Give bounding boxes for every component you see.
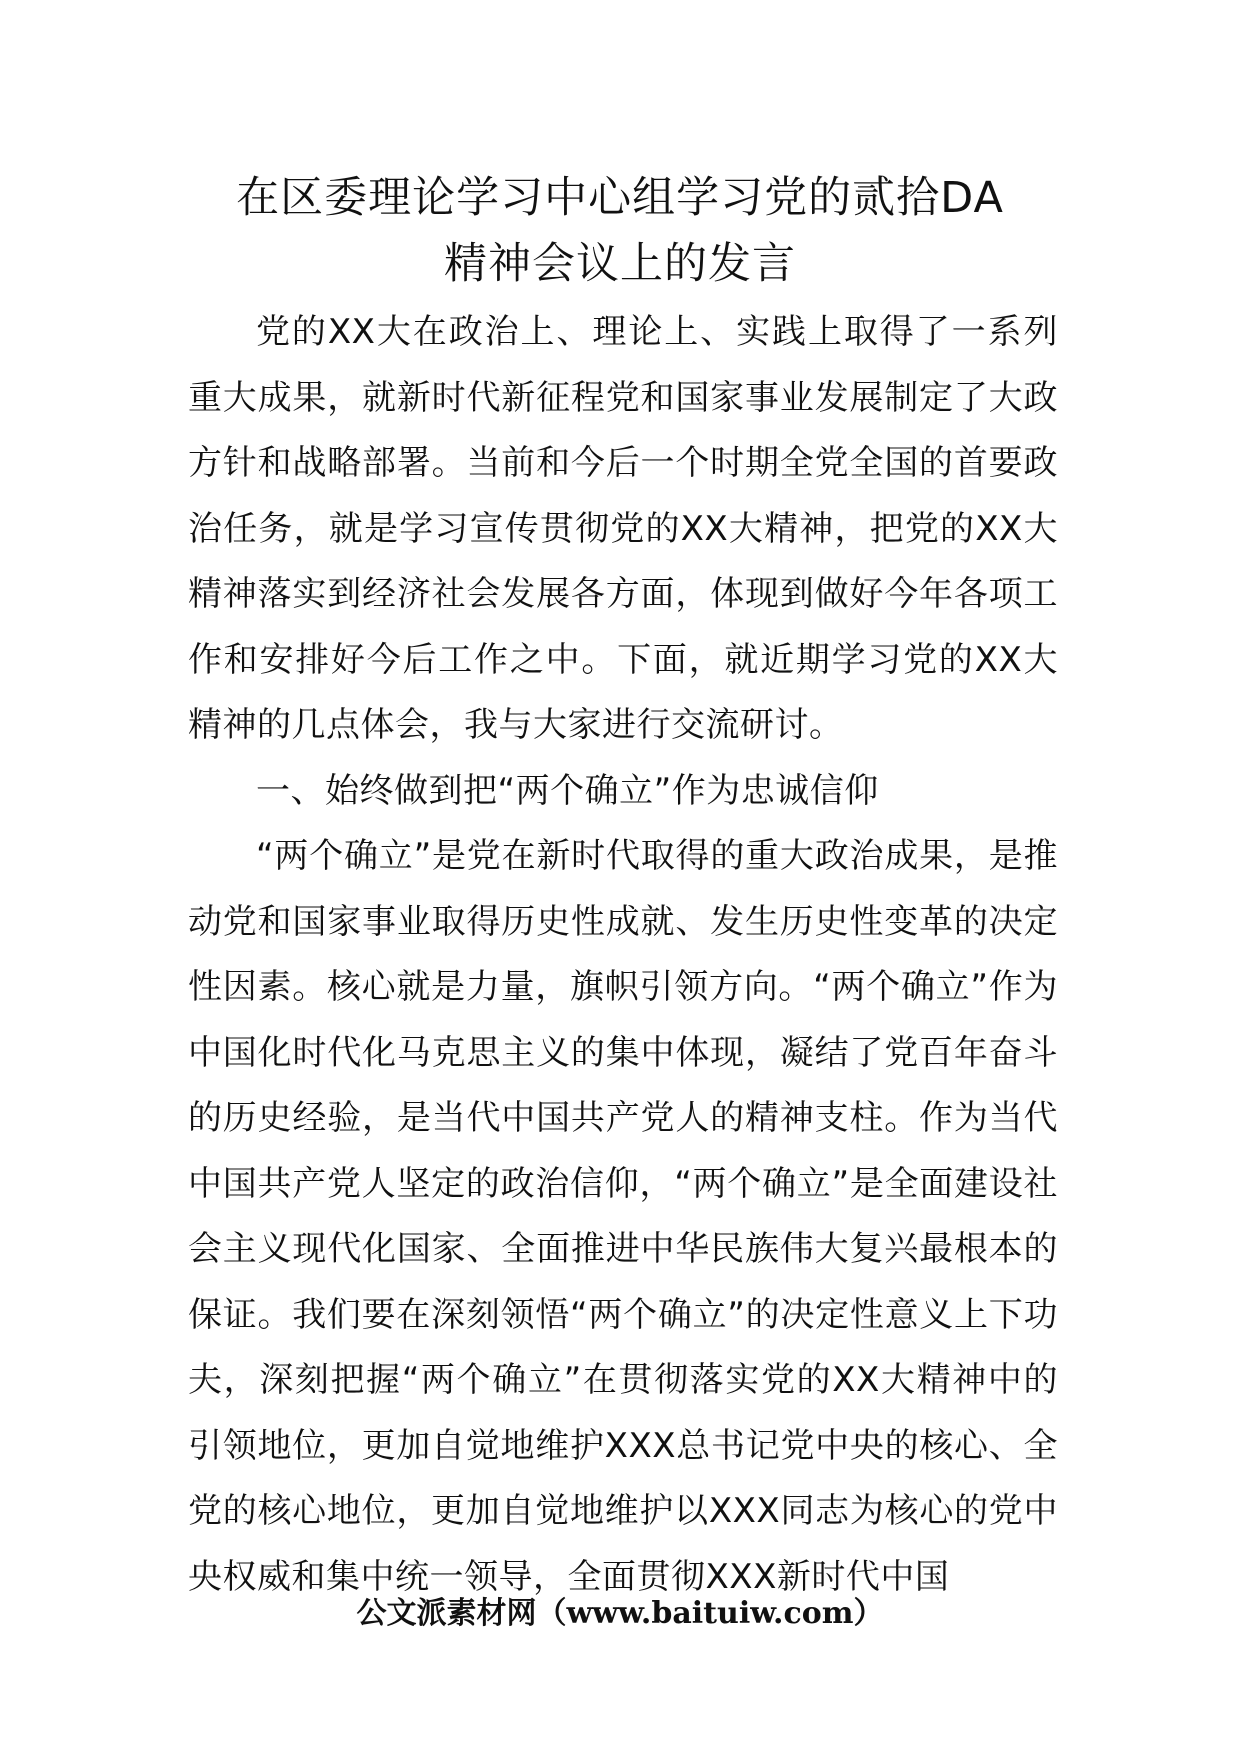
footer-watermark: 公文派素材网（www.baituiw.com） — [356, 1596, 884, 1631]
document-title-line-2: 精神会议上的发言 — [444, 239, 796, 289]
document-body — [188, 300, 1058, 1610]
paragraph-section-1: “两个确立”是党在新时代取得的重大政治成果，是推动党和国家事业取得历史性成就、发生历史性变革的决定性因素。核心就是力量，旗帜引领方向。“两个确立”作为中国化时代化马克思主义的集中体现，凝结了党百年奋斗的历史经验，是当代中国共产党人的精神支柱。作为当代中国共产党人坚定的政治信仰，“两个确立”是全面建设社会主义现代化国家、全面推进中华民族伟大复兴最根本的保证。我们要在深刻领悟“两个确立”的决定性意义上下功夫，深刻把握“两个确立”在贯彻落实党的XX大精神中的引领地位，更加自觉地维护XXX总书记党中央的核心、全党的核心地位，更加自觉地维护以XXX同志为核心的党中央权威和集中统一领导，全面贯彻XXX新时代中国 — [188, 836, 1058, 1597]
paragraph-intro: 党的XX大在政治上、理论上、实践上取得了一系列重大成果，就新时代新征程党和国家事业发展制定了大政方针和战略部署。当前和今后一个时期全党全国的首要政治任务，就是学习宣传贯彻党的XX大精神，把党的XX大精神落实到经济社会发展各方面，体现到做好今年各项工作和安排好今后工作之中。下面，就近期学习党的XX大精神的几点体会，我与大家进行交流研讨。 — [188, 312, 1058, 745]
section-heading-1: 一、始终做到把“两个确立”作为忠诚信仰 — [256, 770, 879, 811]
document-title-line-1: 在区委理论学习中心组学习党的贰拾DA — [236, 173, 1004, 223]
